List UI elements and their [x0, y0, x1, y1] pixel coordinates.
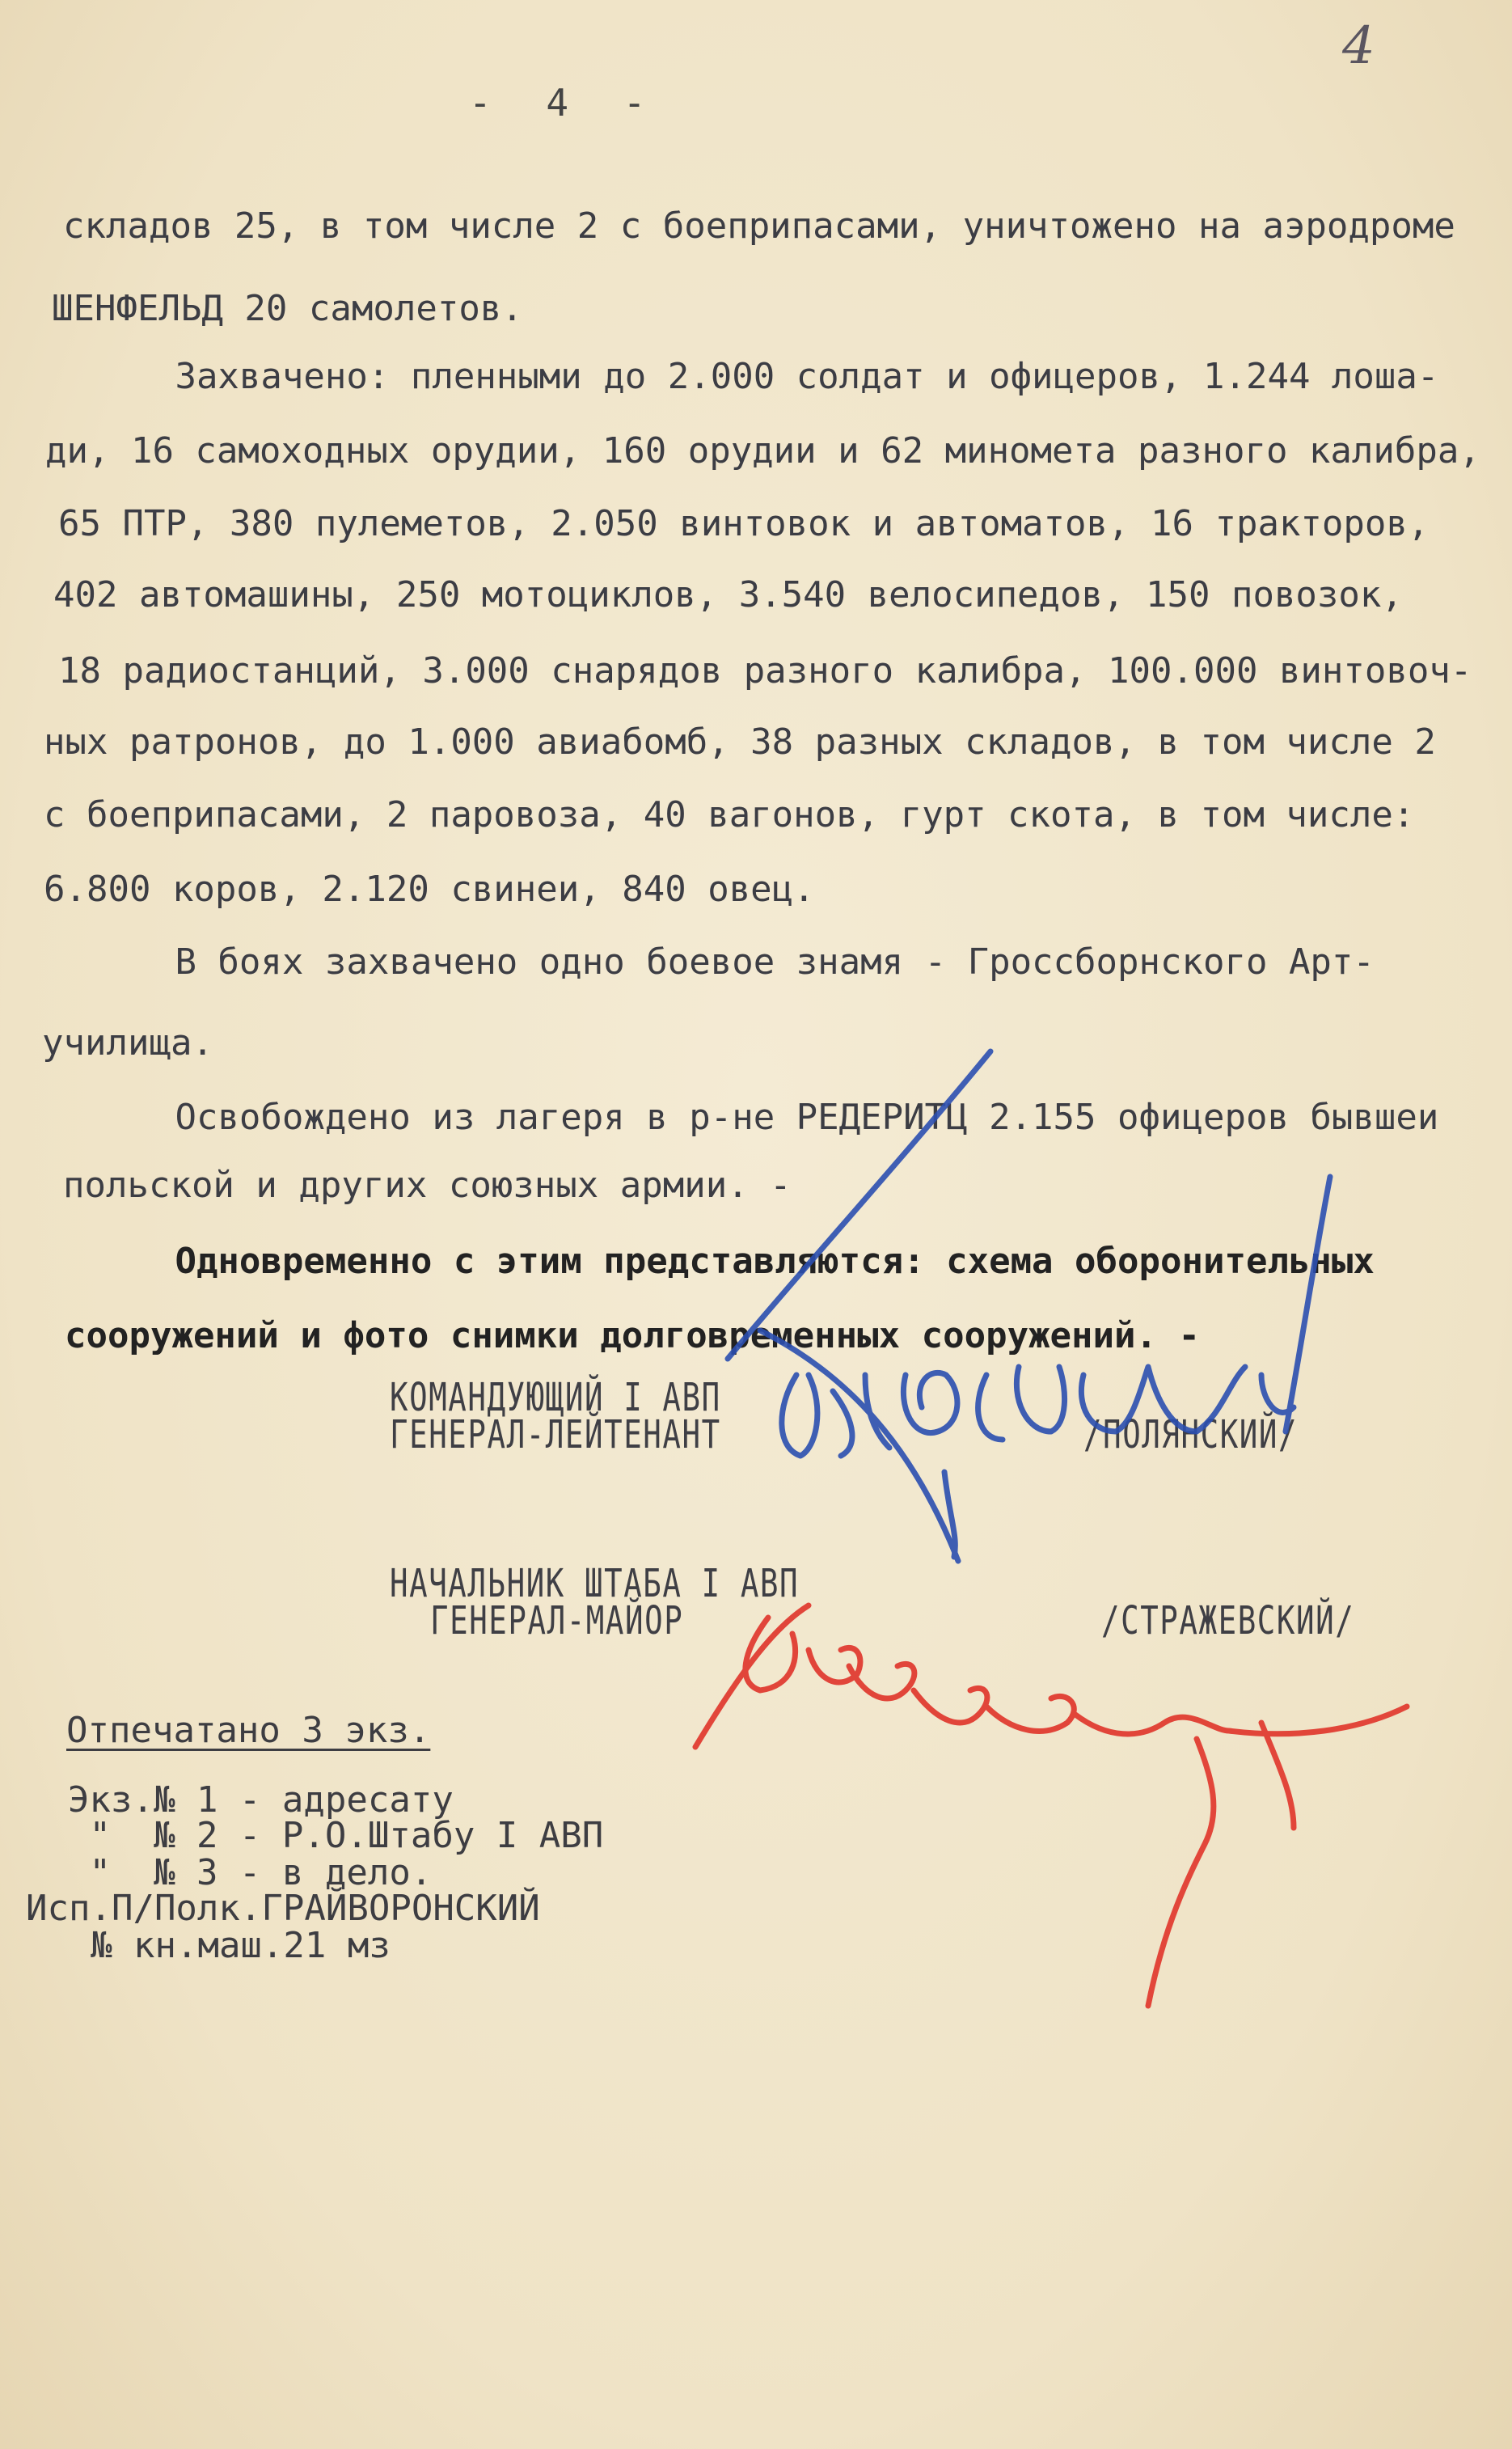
- body-line: 18 радиостанций, 3.000 снарядов разного калибра, 100.000 винтовоч-: [58, 650, 1472, 692]
- commander-title: КОМАНДУЮЩИЙ I АВП: [390, 1375, 721, 1420]
- body-line: 65 ПТР, 380 пулеметов, 2.050 винтовок и автоматов, 16 тракторов,: [58, 503, 1430, 544]
- chief-of-staff-rank: ГЕНЕРАЛ-МАЙОР: [430, 1598, 684, 1643]
- commander-rank: ГЕНЕРАЛ-ЛЕЙТЕНАНТ: [390, 1412, 721, 1457]
- body-line: ди, 16 самоходных орудии, 160 орудии и 62 миномета разного калибра,: [45, 430, 1480, 472]
- commander-name: /ПОЛЯНСКИЙ/: [1083, 1412, 1299, 1457]
- body-line: ШЕНФЕЛЬД 20 самолетов.: [52, 288, 523, 329]
- body-line: Захвачено: пленными до 2.000 солдат и офицеров, 1.244 лоша-: [68, 356, 1439, 397]
- body-line: с боеприпасами, 2 паровоза, 40 вагонов, гурт скота, в том числе:: [44, 794, 1415, 835]
- attachment-note-line: сооружений и фото снимки долговременных сооружений. -: [65, 1315, 1200, 1356]
- chief-of-staff-name: /СТРАЖЕВСКИЙ/: [1101, 1598, 1355, 1643]
- body-line: складов 25, в том числе 2 с боеприпасами, уничтожено на аэродроме: [63, 205, 1455, 247]
- distribution-line: " № 3 - в дело.: [68, 1852, 433, 1893]
- body-line: польской и других союзных армии. -: [63, 1165, 792, 1206]
- body-line: Освобождено из лагеря в р-не РЕДЕРИТЦ 2.155 офицеров бывшеи: [68, 1097, 1439, 1138]
- body-line: 402 автомашины, 250 мотоциклов, 3.540 велосипедов, 150 повозок,: [53, 574, 1403, 615]
- body-line: 6.800 коров, 2.120 свинеи, 840 овец.: [44, 869, 815, 910]
- distribution-line: Экз.№ 1 - адресату: [68, 1779, 454, 1821]
- chief-of-staff-title: НАЧАЛЬНИК ШТАБА I АВП: [390, 1561, 800, 1606]
- printed-copies-note: Отпечатано 3 экз.: [66, 1710, 431, 1751]
- distribution-line: " № 2 - Р.О.Штабу I АВП: [68, 1815, 604, 1856]
- page-number: - 4 -: [469, 81, 662, 125]
- body-line: ных ратронов, до 1.000 авиабомб, 38 разных складов, в том числе 2: [44, 721, 1436, 763]
- body-line: училища.: [42, 1022, 213, 1064]
- body-line: В боях захвачено одно боевое знамя - Гроссборнского Арт-: [68, 941, 1375, 983]
- archive-page-number: 4: [1342, 16, 1375, 76]
- attachment-note-line: Одновременно с этим представляются: схема оборонительных: [68, 1241, 1375, 1282]
- typist-line: № кн.маш.21 мз: [91, 1925, 391, 1966]
- red-pencil-signature: [695, 1605, 1407, 2006]
- executor-line: Исп.П/Полк.ГРАЙВОРОНСКИЙ: [26, 1888, 540, 1929]
